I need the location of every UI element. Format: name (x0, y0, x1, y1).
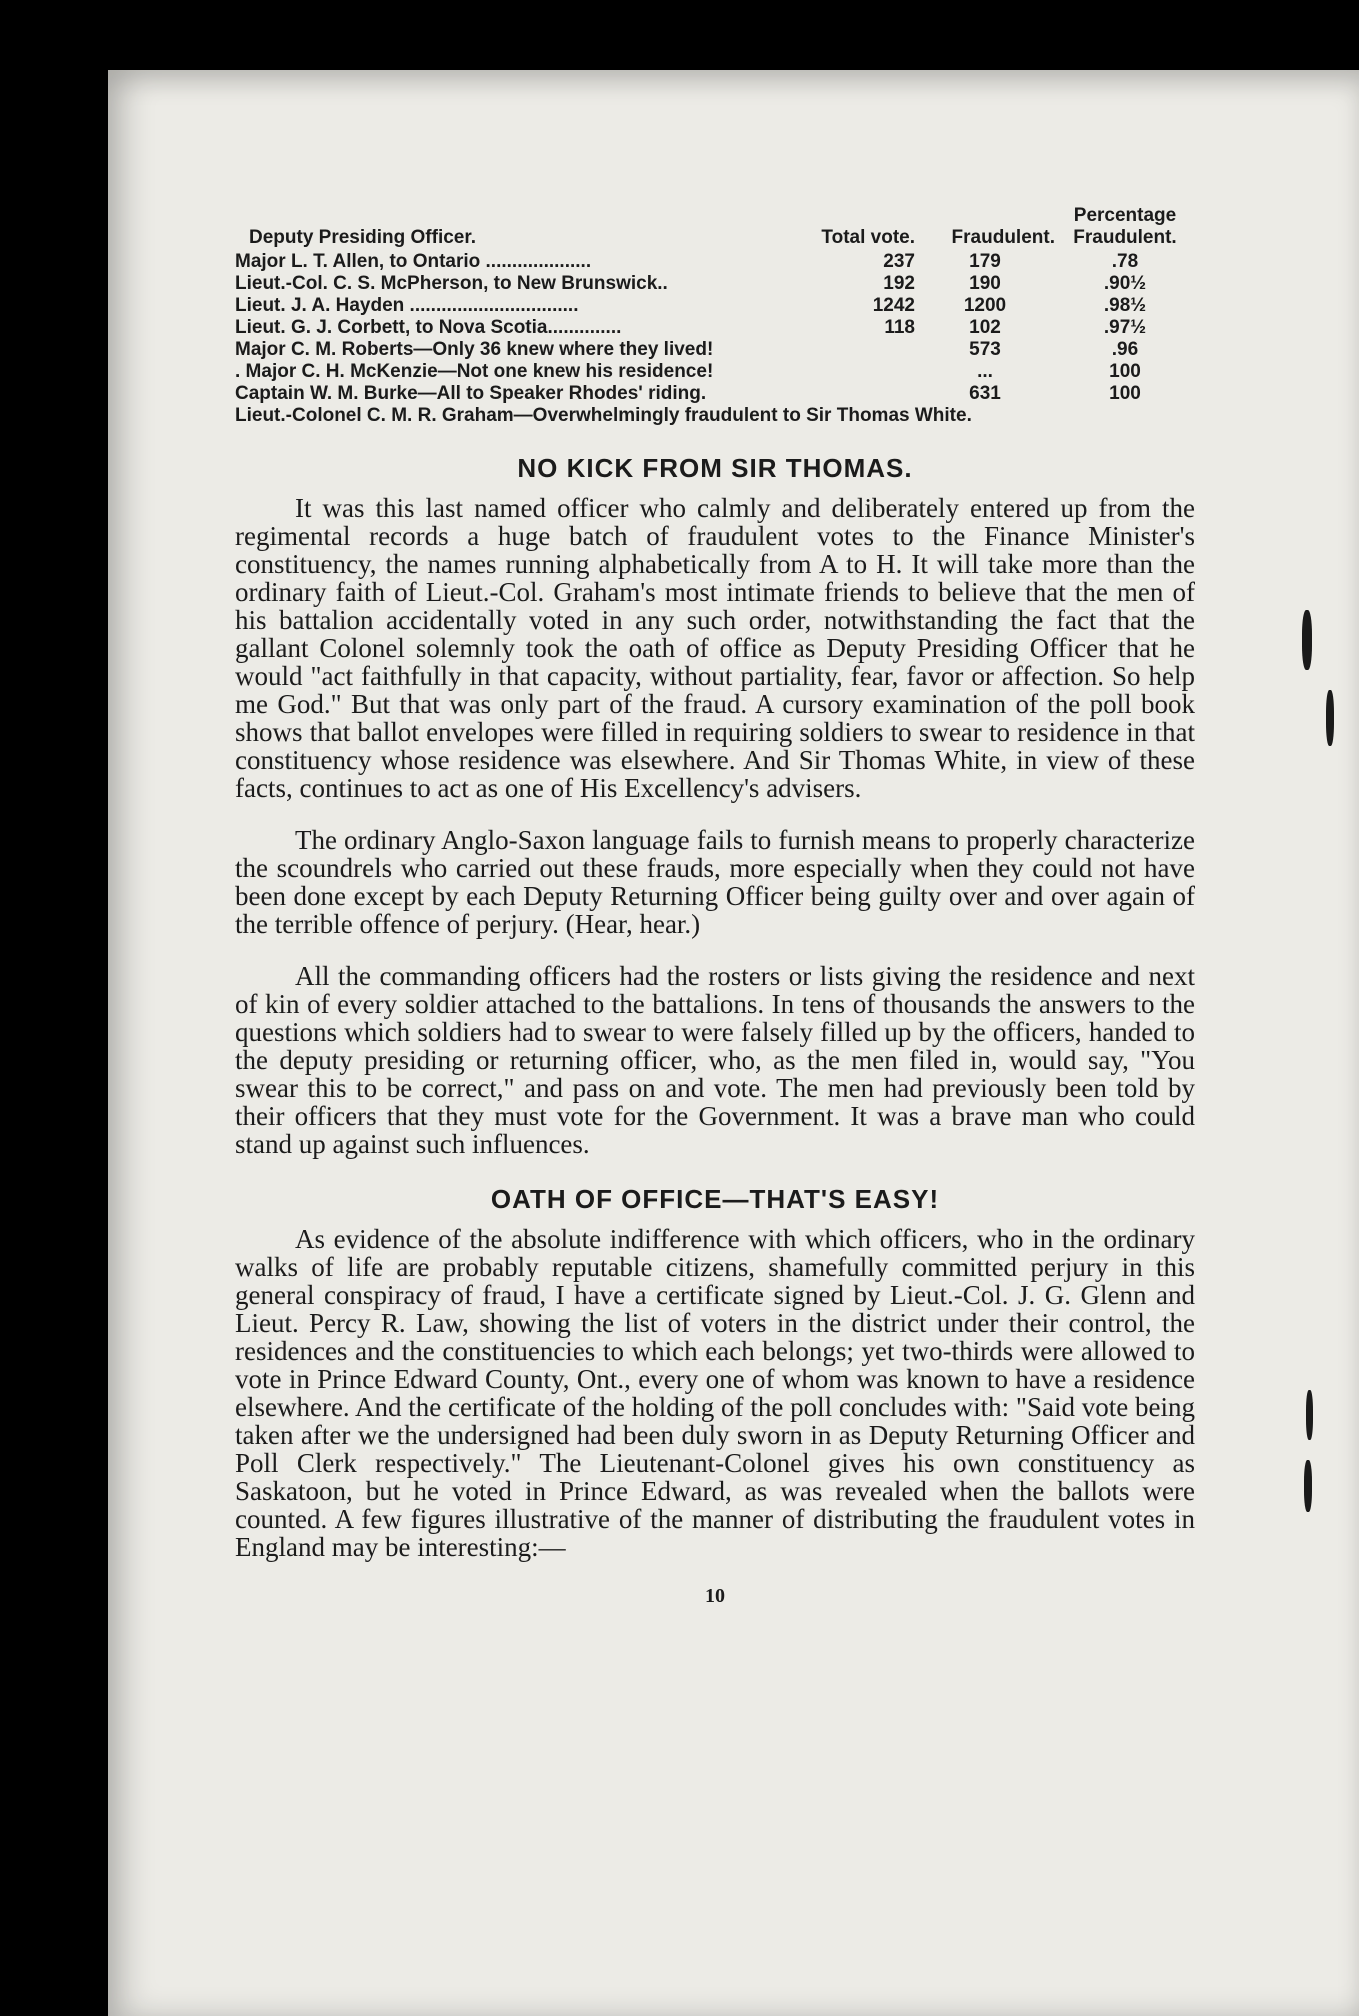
total-vote: 237 (883, 251, 915, 272)
fraud-percentage: .97½ (1103, 317, 1147, 338)
fraud-percentage: .98½ (1103, 295, 1147, 316)
header-percentage-line2: Fraudulent. (1073, 227, 1177, 248)
paragraph: As evidence of the absolute indifference with which officers, who in the ordinary walks of life are probably reputable citizens, shamefully committed perjury in this general conspiracy of fraud, I have a certificate signed by Lieut.-Col. J. G. Glenn and Lieut. Percy R. Law, showing the list of voters in the district under their control, the residences and the constituencies to which each belongs; yet two-thirds were allowed to vote in Prince Edward County, Ont., every one of whom was known to have a residence elsewhere. And the certificate of the holding of the poll concludes with: "Said vote being taken after we the undersigned had been duly sworn in as Deputy Returning Officer and Poll Clerk respectively." The Lieutenant-Colonel gives his own constituency as Saskatoon, but he voted in Prince Edward, as was revealed when the ballots were counted. A few figures illustrative of the manner of distributing the fraudulent votes in England may be interesting:— (235, 1224, 1195, 1562)
table-row (235, 383, 1195, 405)
paragraph: All the commanding officers had the rosters or lists giving the residence and next of kin of every soldier attached to the battalions. In tens of thousands the answers to the questions which soldiers had to swear to were falsely filled up by the officers, handed to the deputy presiding or returning officer, who, as the men filed in, would say, "You swear this to be correct," and pass on and vote. The men had previously been told by their officers that they must vote for the Government. It was a brave man who could stand up against such influences. (235, 961, 1195, 1159)
header-percentage (1055, 205, 1195, 249)
paragraph: The ordinary Anglo-Saxon language fails to furnish means to properly characterize the scoundrels who carried out these frauds, more especially when they could not have been done except by each Deputy Returning Officer being guilty over and over again of the terrible offence of perjury. (Hear, hear.) (235, 825, 1195, 939)
total-vote: 192 (883, 273, 915, 294)
fraud-percentage: .90½ (1103, 273, 1147, 294)
fraud-percentage: 100 (1109, 361, 1141, 382)
ink-mark-decoration (1306, 1390, 1313, 1440)
table-row (235, 295, 1195, 317)
fraudulent-count: 573 (969, 339, 1001, 360)
fraud-percentage: 100 (1109, 383, 1141, 404)
officer-name: Captain W. M. Burke—All to Speaker Rhodes' riding. (235, 383, 707, 404)
officer-name: Lieut. J. A. Hayden ................................ (235, 295, 579, 316)
header-officer: Deputy Presiding Officer. (249, 227, 476, 248)
officer-name: . Major C. H. McKenzie—Not one knew his residence! (235, 361, 714, 382)
fraudulent-count: 102 (969, 317, 1001, 338)
fraudulent-count: 190 (969, 273, 1001, 294)
table-row (235, 361, 1195, 383)
fraudulent-count: ... (977, 361, 993, 382)
page-number: 10 (705, 1585, 725, 1607)
header-percentage-line1: Percentage (1073, 205, 1177, 226)
total-vote: 1242 (872, 295, 915, 316)
officer-name: Lieut.-Col. C. S. McPherson, to New Brunswick.. (235, 273, 668, 294)
officer-name: Lieut. G. J. Corbett, to Nova Scotia.............. (235, 317, 622, 338)
table-row (235, 251, 1195, 273)
fraudulent-count: 179 (969, 251, 1001, 272)
table-header (235, 205, 1195, 249)
fraudulent-count: 1200 (963, 295, 1007, 316)
officer-name: Major C. M. Roberts—Only 36 knew where they lived! (235, 339, 714, 360)
header-fraudulent: Fraudulent. (951, 227, 1055, 248)
section-heading-no-kick: NO KICK FROM SIR THOMAS. (517, 453, 913, 483)
table-row (235, 339, 1195, 361)
fraudulent-count: 631 (969, 383, 1001, 404)
ink-mark-decoration (1326, 690, 1334, 746)
officer-name: Major L. T. Allen, to Ontario .................... (235, 251, 592, 272)
total-vote: 118 (884, 317, 915, 338)
table-row (235, 317, 1195, 339)
ink-mark-decoration (1304, 1460, 1312, 1512)
page-content (235, 205, 1195, 1608)
fraud-percentage: .78 (1111, 251, 1139, 272)
paragraph: It was this last named officer who calmly and deliberately entered up from the regimental records a huge batch of fraudulent votes to the Finance Minister's constituency, the names running alphabetically from A to H. It will take more than the ordinary faith of Lieut.-Col. Graham's most intimate friends to believe that the men of his battalion accidentally voted in any such order, notwithstanding the fact that the gallant Colonel solemnly took the oath of office as Deputy Presiding Officer that he would "act faithfully in that capacity, without partiality, fear, favor or affection. So help me God." But that was only part of the fraud. A cursory examination of the poll book shows that ballot envelopes were filled in requiring soldiers to swear to residence in that constituency whose residence was elsewhere. And Sir Thomas White, in view of these facts, continues to act as one of His Excellency's advisers. (235, 493, 1195, 803)
section-heading-oath: OATH OF OFFICE—THAT'S EASY! (490, 1184, 940, 1214)
total-vote (755, 339, 915, 361)
table-row (235, 273, 1195, 295)
table-row-graham: Lieut.-Colonel C. M. R. Graham—Overwhelmingly fraudulent to Sir Thomas White. (235, 405, 972, 426)
fraud-percentage: .96 (1111, 339, 1139, 360)
ink-mark-decoration (1302, 610, 1312, 670)
total-vote (755, 361, 915, 383)
total-vote (755, 383, 915, 405)
header-total-vote: Total vote. (821, 227, 915, 248)
fraud-vote-table (235, 205, 1195, 427)
